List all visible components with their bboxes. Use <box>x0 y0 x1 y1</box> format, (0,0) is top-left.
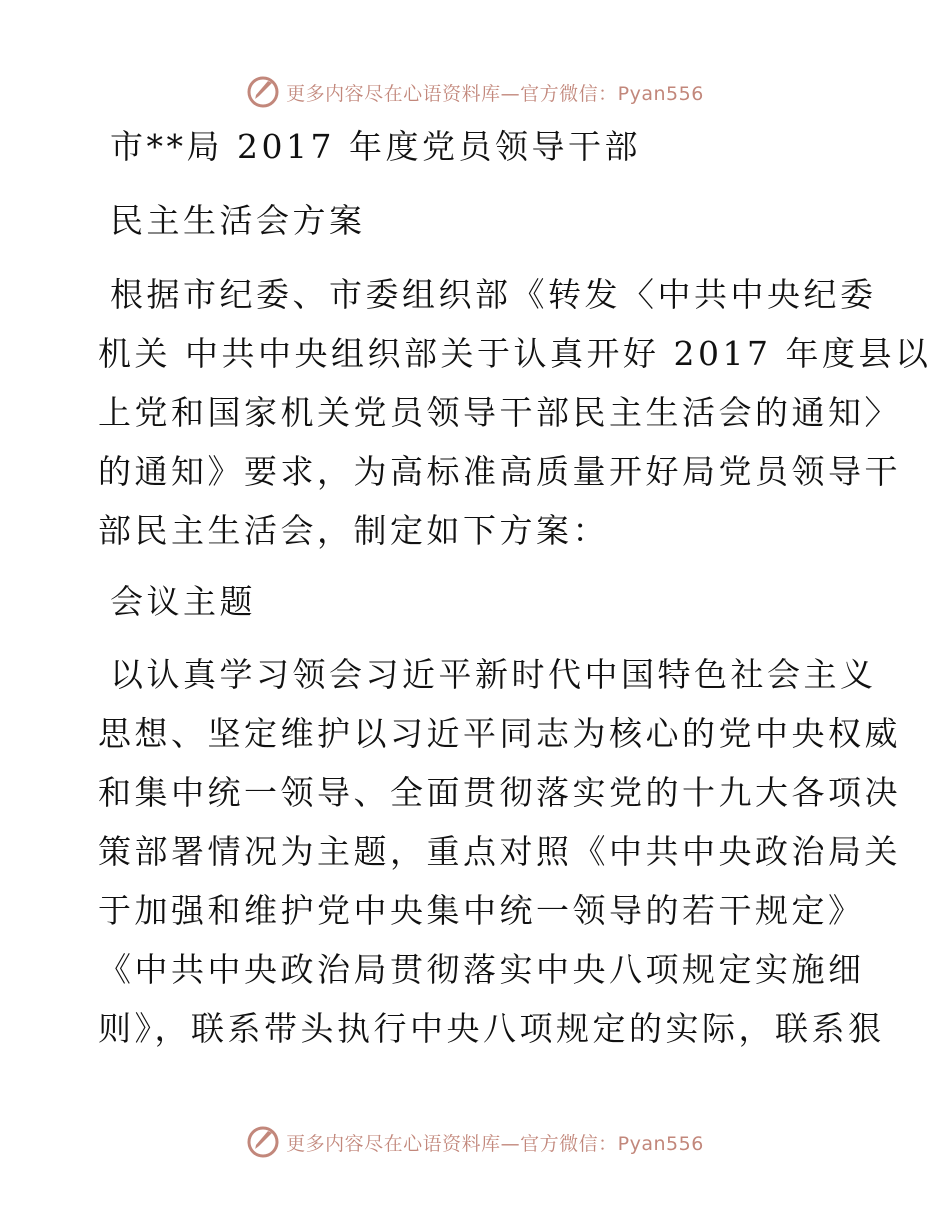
paragraph-line: 机关 中共中央组织部关于认真开好 2017 年度县以 <box>98 334 932 373</box>
header-watermark <box>0 72 950 112</box>
paragraph-line: 的通知》要求，为高标准高质量开好局党员领导干 <box>98 452 901 491</box>
section-heading: 会议主题 <box>110 582 256 621</box>
watermark-text: 更多内容尽在心语资料库—官方微信：Pyan556 <box>286 1132 704 1155</box>
paragraph-line: 则》，联系带头执行中央八项规定的实际，联系狠 <box>98 1009 885 1048</box>
quill-logo-icon <box>246 75 280 109</box>
document-title-line-2: 民主生活会方案 <box>110 201 366 240</box>
paragraph-line: 《中共中央政治局贯彻落实中央八项规定实施细 <box>98 950 865 989</box>
paragraph-line: 于加强和维护党中央集中统一领导的若干规定》 <box>98 891 865 930</box>
document-title-line-1: 市**局 2017 年度党员领导干部 <box>110 127 641 166</box>
paragraph-line: 根据市纪委、市委组织部《转发〈中共中央纪委 <box>110 275 877 314</box>
paragraph-line: 思想、坚定维护以习近平同志为核心的党中央权威 <box>98 714 901 753</box>
paragraph-line: 以认真学习领会习近平新时代中国特色社会主义 <box>110 655 877 694</box>
paragraph-line: 上党和国家机关党员领导干部民主生活会的通知〉 <box>98 393 901 432</box>
paragraph-line: 策部署情况为主题，重点对照《中共中央政治局关 <box>98 832 901 871</box>
paragraph-line: 部民主生活会，制定如下方案： <box>98 511 609 550</box>
quill-logo-icon <box>246 1125 280 1159</box>
watermark-text: 更多内容尽在心语资料库—官方微信：Pyan556 <box>286 82 704 105</box>
footer-watermark <box>0 1122 950 1162</box>
paragraph-line: 和集中统一领导、全面贯彻落实党的十九大各项决 <box>98 773 901 812</box>
